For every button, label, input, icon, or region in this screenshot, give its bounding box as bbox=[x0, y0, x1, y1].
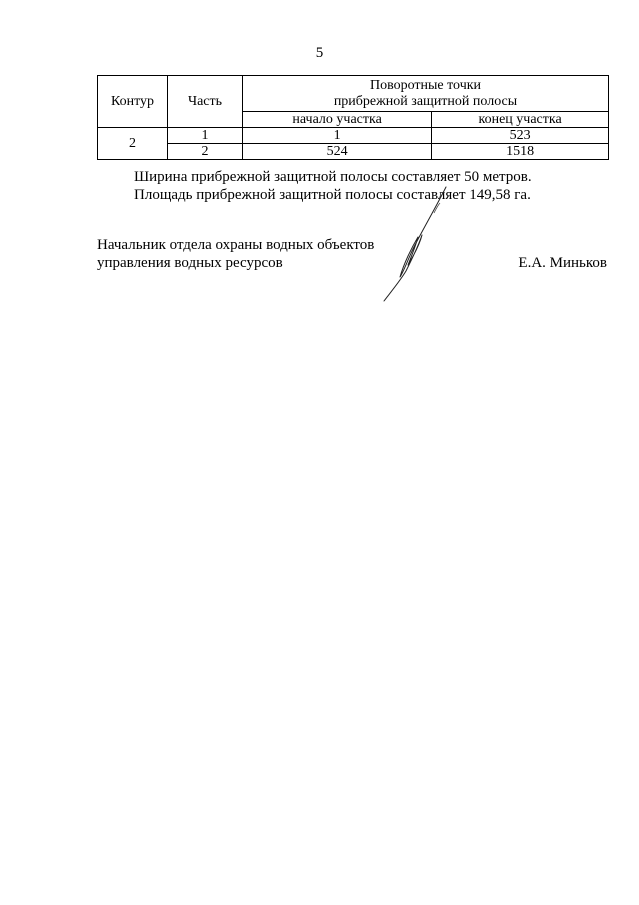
table-header-row bbox=[98, 76, 609, 112]
handwritten-signature bbox=[378, 185, 448, 305]
turning-points-table bbox=[97, 75, 609, 160]
start-cell: 1 bbox=[243, 128, 432, 144]
note-width: Ширина прибрежной защитной полосы составляет 50 метров. bbox=[134, 169, 532, 185]
start-cell: 524 bbox=[243, 144, 432, 160]
table-row bbox=[98, 128, 609, 144]
contour-cell: 2 bbox=[98, 128, 168, 160]
table-row bbox=[98, 144, 609, 160]
part-cell: 2 bbox=[168, 144, 243, 160]
header-start: начало участка bbox=[243, 112, 432, 128]
header-turning-points-line1: Поворотные точки bbox=[369, 78, 482, 93]
header-contour: Контур bbox=[98, 76, 168, 128]
signatory-name: Е.А. Миньков bbox=[518, 255, 607, 271]
page-number: 5 bbox=[315, 45, 324, 61]
signatory-title bbox=[97, 236, 374, 272]
header-end: конец участка bbox=[432, 112, 609, 128]
header-turning-points bbox=[243, 76, 609, 112]
end-cell: 523 bbox=[432, 128, 609, 144]
header-part: Часть bbox=[168, 76, 243, 128]
signatory-title-line1: Начальник отдела охраны водных объектов bbox=[97, 237, 375, 253]
notes bbox=[134, 168, 532, 204]
end-cell: 1518 bbox=[432, 144, 609, 160]
header-turning-points-line2: прибрежной защитной полосы bbox=[333, 94, 518, 109]
note-area: Площадь прибрежной защитной полосы составляет 149,58 га. bbox=[134, 187, 531, 203]
part-cell: 1 bbox=[168, 128, 243, 144]
signatory-title-line2: управления водных ресурсов bbox=[97, 255, 283, 271]
